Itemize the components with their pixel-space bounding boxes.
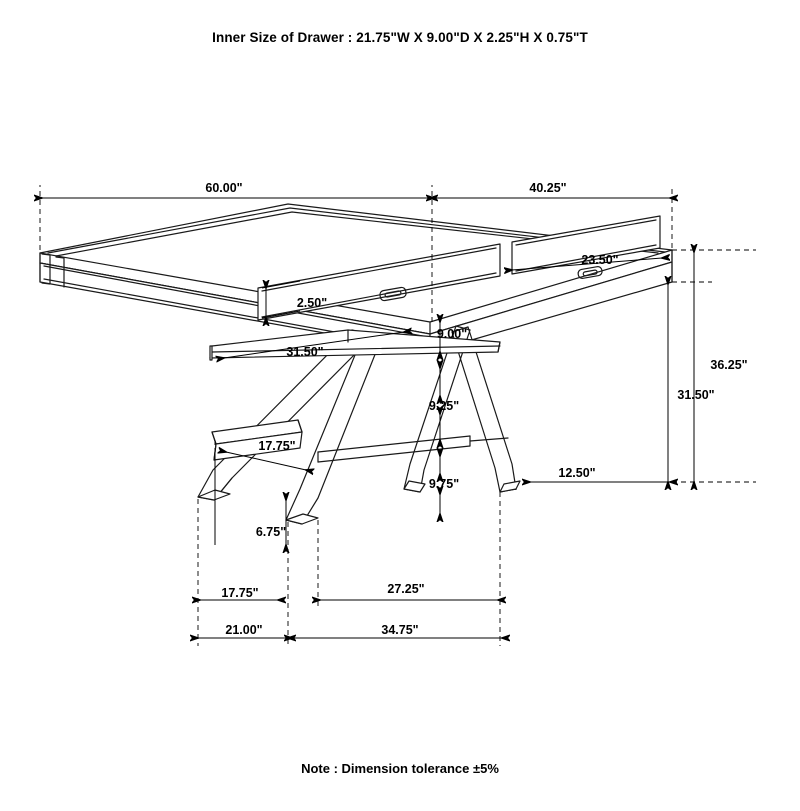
page-title: Inner Size of Drawer : 21.75"W X 9.00"D X 2.25"H X 0.75"T — [212, 30, 588, 45]
dimension-label: 17.75" — [258, 439, 296, 453]
dimension-label: 9.25" — [428, 399, 460, 413]
dimension-label: 9.75" — [428, 477, 460, 491]
dimension-label: 40.25" — [529, 181, 567, 195]
dimension-label: 21.00" — [225, 623, 263, 637]
dimension-label: 36.25" — [710, 358, 748, 372]
dimension-label: 17.75" — [221, 586, 259, 600]
dimension-label: 27.25" — [387, 582, 425, 596]
dimension-label: 9.00" — [436, 327, 468, 341]
dimension-label: 6.75" — [255, 525, 287, 539]
dimension-label: 31.50" — [677, 388, 715, 402]
dimension-label: 12.50" — [558, 466, 596, 480]
dimension-label: 31.50" — [286, 345, 324, 359]
dimension-label: 2.50" — [296, 296, 328, 310]
tolerance-note: Note : Dimension tolerance ±5% — [301, 761, 499, 776]
dimension-label: 60.00" — [205, 181, 243, 195]
dimension-label: 34.75" — [381, 623, 419, 637]
dimension-label: 23.50" — [581, 253, 619, 267]
